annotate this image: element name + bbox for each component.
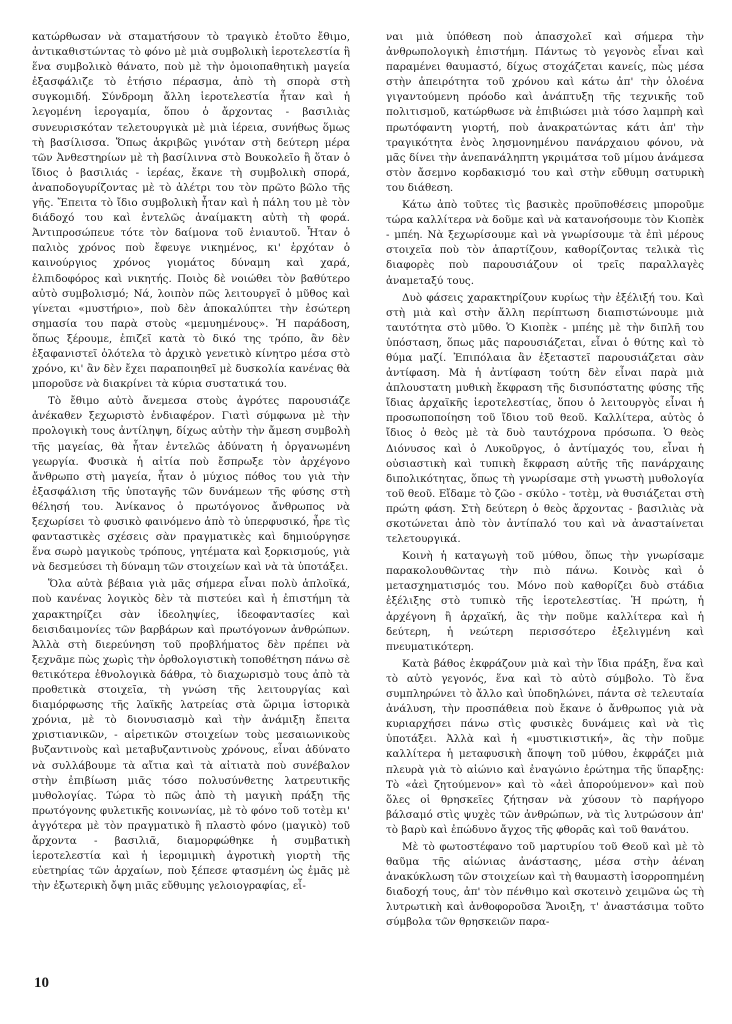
page-number: 10 bbox=[34, 975, 49, 991]
paragraph: ναι μιὰ ὑπόθεση ποὺ ἀπασχολεῖ καὶ σήμερα τὴν ἀνθρωπολογικὴ ἐπιστήμη. Πάντως τὸ γεγονὸς εἶναι καὶ παραμένει θαυμαστό, δίχως στοχάζεται κανείς, πὼς μέσα στὴν ἀπειρότητα τοῦ χρόνου καὶ κάτω ἀπ' τὴν ὁλοένα γιγαντούμενη πρόοδο καὶ ἀνάπτυξη τῆς τεχνικῆς τοῦ πολιτισμοῦ, κατώρθωσε νὰ ἐπιβιώσει μιὰ τόσο λαμπρὴ καὶ πρωτόφαντη γιορτή, ποὺ ἀνακρατώντας κάτι ἀπ' τὴν τραγικότητα ἑνὸς λησμονημένου πανάρχαιου φόνου, νὰ μᾶς δίνει τὴν ἀνεπανάληπτη γκριμάτσα τοῦ μίμου ἀνάμεσα στὸν ἄσεμνο κορδακισμό του καὶ στὴν εὔθυμη σατυρικὴ του διάθεση. bbox=[386, 31, 704, 194]
paragraph: Τὸ ἔθιμο αὐτὸ ἄνεμεσα στοὺς ἀγρότες παρουσιάζε ἀνέκαθεν ξεχωριστὸ ἐνδιαφέρον. Γιατὶ σύμφωνα μὲ τὴν προλογικὴ τους ἀντίληψη, δίχως αὐτὴν τὴν ἄμεση συμβολὴ τῆς μαγείας, θὰ ἦταν ἐντελῶς ἀδύνατη ἡ ὀργανωμένη γεωργία. Φυσικὰ ἡ αἰτία ποὺ ἔσπρωξε τὸν ἀρχέγονο ἄνθρωπο στὴ μαγεία, ἦταν ὁ μύχιος πόθος του γιὰ τὴν ἐξασφάλιση τῆς ὑποταγῆς τῶν δυνάμεων τῆς φύσης στὴ θέλησή του. Ἀνίκανος ὁ πρωτόγονος ἄνθρωπος νὰ ξεχωρίσει τὸ φυσικὸ φαινόμενο ἀπὸ τὸ ὑπερφυσικό, ἦρε τὶς φανταστικὲς σχέσεις σὰν πραγματικὲς καὶ δημιούργησε ἕνα σωρὸ μαγικοὺς τρόπους, γητέματα καὶ ξορκισμούς, γιὰ νὰ δεσμεύσει τὴ δύναμη τῶν στοιχείων καὶ νὰ τὰ ὑποτάξει. bbox=[32, 395, 350, 574]
left-text-column bbox=[32, 30, 350, 896]
paragraph: Κατὰ βάθος ἐκφράζουν μιὰ καὶ τὴν ἴδια πράξη, ἕνα καὶ τὸ αὐτὸ γεγονός, ἕνα καὶ τὸ αὐτὸ σύμβολο. Τὸ ἕνα συμπληρώνει τὸ ἄλλο καὶ ὑποδηλώνει, πάντα σὲ τελευταία ἀνάλυση, τὴν προσπάθεια ποὺ ἔκανε ὁ ἄνθρωπος γιὰ νὰ κυριαρχήσει πάνω στὶς φυσικὲς δυνάμεις καὶ νὰ τὶς ὑποτάξει. Ἀλλὰ καὶ ἡ «μυστικιστική», ἂς τὴν ποῦμε καλλίτερα ἡ μεταφυσικὴ ἄποψη τοῦ μύθου, ἐκφράζει μιὰ πλευρὰ γιὰ τὸ αἰώνιο καὶ ἐναγώνιο ἐρώτημα τῆς ὕπαρξης: Τὸ «ἀεὶ ζητούμενον» καὶ τὸ «ἀεὶ ἀπορούμενον» καὶ ποὺ ὅλες οἱ θρησκεῖες ζήτησαν νὰ χύσουν τὸ παρήγορο βάλσαμό στὶς ψυχὲς τῶν ἀνθρώπων, νὰ τὶς λυτρώσουν ἀπ' τὸ βαρὺ καὶ ἐπώδυνο ἄγχος τῆς φθορᾶς καὶ τοῦ θανάτου. bbox=[386, 657, 704, 836]
paragraph: κατώρθωσαν νὰ σταματήσουν τὸ τραγικὸ ἐτοῦτο ἔθιμο, ἀντικαθιστώντας τὸ φόνο μὲ μιὰ συμβολικὴ ἱεροτελεστία ἢ ἕνα συμβολικὸ θάνατο, ποὺ μὲ τὴν ὁμοιοπαθητικὴ μαγεία ἐξασφάλιζε τὸ ἐτήσιο πέρασμα, ἀπὸ τὴ σπορὰ στὴ συγκομιδή. Σύνδρομη ἄλλη ἱεροτελεστία ἦταν καὶ ἡ λεγομένη ἱερογαμία, ὅπου ὁ ἄρχοντας - βασιλιὰς συνευρισκόταν τελετουργικὰ μὲ μιὰ ἱέρεια, συνήθως ὅμως τὴ βασίλισσα. Ὅπως ἀκριβῶς γινόταν στὴ δεύτερη μέρα τῶν Ἀνθεστηρίων μὲ τὴ βασίλιννα στὸ Βουκολεῖο ἢ ὅταν ὁ ἴδιος ὁ βασιλιάς - ἱερέας, ἔκανε τὴ συμβολικὴ σπορά, ἀναποδογυρίζοντας μὲ τὸ ἀλέτρι του τὸν πρῶτο βῶλο τῆς γῆς. Ἔπειτα τὸ ἴδιο συμβολικὴ ἦταν καὶ ἡ πάλη του μὲ τὸν διάδοχό του καὶ ἐντελῶς ἀναίμακτη αὐτὴ τὴ φορά. Ἀντιπροσώπευε τότε τὸν δαίμονα τοῦ ἐνιαυτοῦ. Ἦταν ὁ παλιὸς χρόνος ποὺ ἔφευγε νικημένος, κι' ἐρχόταν ὁ καινούργιος χρόνος γιομάτος δύναμη καὶ χαρά, ἐλπιδοφόρος καὶ νικητής. Ποιὸς δὲ νοιώθει τὸν βαθύτερο αὐτὸ συμβολισμό; Νά, λοιπὸν πῶς λειτουργεῖ ὁ μῦθος καὶ γίνεται «μυστήριο», ποὺ δὲν ἀποκαλύπτει τὴν ἐσώτερη σημασία του παρὰ στοὺς «μεμυημένους». Ἡ παράδοση, ὅπως ξέρουμε, ἐπιζεῖ κατὰ τὸ δικό της τρόπο, ἂν δὲν ἐξαφανιστεῖ ὁλότελα τὸ ἀρχικὸ γενετικὸ κίνητρο μέσα στὸ χρόνο, κι' ἂν δὲν ἔχει παραποιηθεῖ μὲ δυσκολία κανένας θὰ μποροῦσε νὰ διακρίνει τὰ κύρια συστατικά του. bbox=[32, 31, 350, 391]
paragraph: Κάτω ἀπὸ τοῦτες τὶς βασικὲς προϋποθέσεις μποροῦμε τώρα καλλίτερα νὰ δοῦμε καὶ νὰ κατανοήσουμε τὸν Κιοπὲκ - μπέη. Νὰ ξεχωρίσουμε καὶ νὰ γνωρίσουμε τὰ ἐπὶ μέρους στοιχεῖα ποὺ τὸν ἀπαρτίζουν, καθορίζοντας τελικὰ τὶς διαφορὲς ποὺ παρουσιάζουν οἱ τρεῖς παραλλαγὲς ἀναμεταξύ τους. bbox=[386, 199, 704, 287]
paragraph: Ὅλα αὐτὰ βέβαια γιὰ μᾶς σήμερα εἶναι πολὺ ἁπλοϊκά, ποὺ κανένας λογικὸς δὲν τὰ πιστεύει καὶ ἡ ἐπιστήμη τὰ χαρακτηρίζει σὰν ἰδεοληψίες, ἰδεοφαντασίες καὶ δεισιδαιμονίες τῶν βαρβάρων καὶ πρωτόγονων ἀνθρώπων. Ἀλλὰ στὴ διερεύνηση τοῦ προβλήματος δὲν πρέπει νὰ ξεχνᾶμε πὼς χωρὶς τὴν ὀρθολογιστικὴ τοποθέτηση πάνω σὲ θετικότερα ἐθνολογικὰ δάθρα, τὸ διαχωρισμὸ τους ἀπὸ τὰ προθετικὰ στοιχεῖα, τὴ γνώση τῆς λειτουργίας καὶ διαμόρφωσης τῆς λαϊκῆς λατρείας στὰ ὥριμα ἱστορικὰ χρόνια, μὲ τὸ διονυσιασμὸ καὶ τὴν ἀνάμιξη ἔπειτα χριστιανικῶν, - αἱρετικῶν στοιχείων τοὺς μεσαιωνικοὺς βυζαντινοὺς καὶ μεταβυζαντινοὺς χρόνους, εἶναι ἀδύνατο νὰ συλλάβουμε τὰ αἴτια καὶ τὰ αἰτιατὰ ποὺ συνέβαλον στὴν ἐπιβίωση μιᾶς τόσο πολυσύνθετης λατρευτικῆς μυθολογίας. Τώρα τὸ πῶς ἀπὸ τὴ μαγικὴ πράξη τῆς πρωτόγονης φυλετικῆς κοινωνίας, μὲ τὸ φόνο τοῦ τοτὲμ κι' ἀγγότερα μὲ τὸν πραγματικὸ ἢ πλαστὸ φόνο (μαγικὸ) τοῦ ἄρχοντα - βασιλιᾶ, διαμορφώθηκε ἡ συμβατικὴ ἱεροτελεστία καὶ ἡ ἱερομιμικὴ ἀγροτικὴ γιορτὴ τῆς εὐετηρίας τῶν ἀρχαίων, ποὺ ξέπεσε φτασμένη ὡς ἐμᾶς μὲ τὴν ἐξωτερικὴ ὄψη μιᾶς εὔθυμης γελοιογραφίας, εἶ- bbox=[32, 578, 350, 893]
paragraph: Δυὸ φάσεις χαρακτηρίζουν κυρίως τὴν ἐξέλιξή του. Καὶ στὴ μιὰ καὶ στὴν ἄλλη περίπτωση διαπιστώνουμε μιὰ ταυτότητα στὸ μῦθο. Ὁ Κιοπὲκ - μπέης μὲ τὴν διπλῆ του ὑπόσταση, ὅπως μᾶς παρουσιάζεται, εἶναι ὁ θύτης καὶ τὸ θύμα μαζί. Ἐπιπόλαια ἂν ἐξεταστεῖ παρουσιάζεται σὰν ἀντίφαση. Μὰ ἡ ἀντίφαση τούτη δὲν εἶναι παρὰ μιὰ ἀπλουστατη μυθικὴ ἔκφραση τῆς δισυπόστατης φύσης τῆς ἴδιας ἀρχαϊκῆς ἱεροτελεστίας, ὅπου ὁ λειτουργὸς εἶναι ἡ προσωποποίηση τοῦ ἴδιου τοῦ θεοῦ. Καλλίτερα, αὐτὸς ὁ ἴδιος ὁ θεὸς μὲ τὰ δυὸ ταυτόχρονα πρόσωπα. Ὁ θεὸς Διόνυσος καὶ ὁ Λυκοῦργος, ὁ ἀντίμαχός του, εἶναι ἡ οὐσιαστικὴ καὶ τυπικὴ ἔκφραση αὐτῆς τῆς πανάρχαιης διπολικότητας, ὅπως τὴ γνωρίσαμε στὴ γνωστὴ μυθολογία τοῦ θεοῦ. Εἴδαμε τὸ ζῶο - σκύλο - τοτὲμ, νὰ θυσιάζεται στὴ πρώτη φάση. Στὴ δεύτερη ὁ θεὸς ἄρχοντας - βασιλιὰς νὰ σκοτώνεται ἀπὸ τὸν ἀντίπαλό του καὶ νὰ ἀναστaίνεται τελετουργικά. bbox=[386, 291, 704, 546]
paragraph: Κοινὴ ἡ καταγωγὴ τοῦ μύθου, ὅπως τὴν γνωρίσαμε παρακολουθῶντας τὴν πιὸ πάνω. Κοινὸς καὶ ὁ μετασχηματισμός του. Μόνο ποὺ καθορίζει δυὸ στάδια ἐξέλιξης στὸ τυπικὸ τῆς ἱεροτελεστίας. Ἡ πρώτη, ἡ ἀρχέγονη ἢ ἀρχαϊκή, ἂς τὴν ποῦμε καλλίτερα καὶ ἡ δεύτερη, ἡ νεώτερη περισσότερο ἐξελιγμένη καὶ πνευματικότερη. bbox=[386, 550, 704, 653]
paragraph: Μὲ τὸ φωτοστέφανο τοῦ μαρτυρίου τοῦ Θεοῦ καὶ μὲ τὸ θαῦμα τῆς αἰώνιας ἀνάστασης, μέσα στὴν ἀέναη ἀνακύκλωση τῶν στοιχείων καὶ τὴ θαυμαστὴ ἰσορροπημένη διαδοχή τους, ἀπ' τὸν πένθιμο καὶ σκοτεινὸ χειμῶνα ὡς τὴ λυτρωτικὴ καὶ ἀνθοφοροῦσα Ἄνοιξη, τ' ἀναστάσιμα τοῦτο σύμβολα τῶν θρησκειῶν παρα- bbox=[386, 840, 704, 929]
right-text-column bbox=[386, 30, 704, 933]
